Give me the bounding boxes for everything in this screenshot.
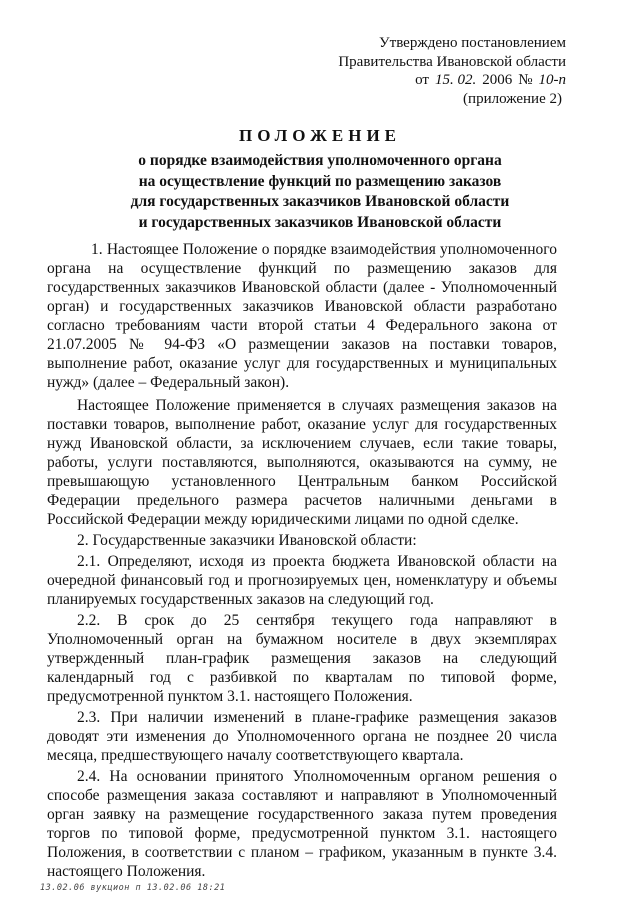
subtitle-line: на осуществление функций по размещению заказов	[138, 172, 502, 190]
approval-year: 2006	[482, 72, 513, 88]
approval-number-sign: №	[518, 72, 533, 88]
approval-date-handwritten: 15. 02.	[434, 72, 477, 88]
document-heading	[60, 125, 580, 233]
paragraph-1: 1. Настоящее Положение о порядке взаимодействия уполномоченного органа на осуществление функций по размещению заказов для государственных заказчиков Ивановской области (далее - Уполномоченный орган) и государственных заказчиков Ивановской области разработано согласно требованиям части второй статьи 4 Федерального закона от 21.07.2005 № 94-ФЗ «О размещении заказов на поставки товаров, выполнение работ, оказание услуг для государственных и муниципальных нужд» (далее – Федеральный закон).	[47, 241, 557, 391]
paragraph-2-1: 2.1. Определяют, исходя из проекта бюджета Ивановской области на очередной финансовый год и прогнозируемых цен, номенклатуру и объемы планируемых государственных заказов на следующий год.	[47, 553, 557, 608]
approval-appendix: (приложение 2)	[463, 90, 562, 107]
approval-date-line	[320, 71, 566, 90]
approval-from-prefix: от	[415, 72, 429, 88]
paragraph-2-4: 2.4. На основании принятого Уполномоченным органом решения о способе размещения заказа составляют и направляют в Уполномоченный орган заявку на размещение государственного заказа путем проведения торгов по типовой форме, предусмотренной пунктом 3.1. настоящего Положения, в соответствии с планом – графиком, указанным в пункте 3.4. настоящего Положения.	[47, 768, 557, 880]
approval-number-handwritten: 10-п	[538, 72, 566, 88]
paragraph-2: 2. Государственные заказчики Ивановской области:	[77, 532, 417, 549]
paragraph-2-2: 2.2. В срок до 25 сентября текущего года направляют в Уполномоченный орган на бумажном носителе в двух экземплярах утвержденный план-график размещения заказов на следующий календарный год с разбивкой по кварталам по типовой форме, предусмотренной пунктом 3.1. настоящего Положения.	[47, 612, 557, 705]
document-title: ПОЛОЖЕНИЕ	[239, 126, 401, 145]
subtitle-line: и государственных заказчиков Ивановской области	[138, 213, 502, 231]
approval-line-2: Правительства Ивановской области	[338, 53, 566, 70]
subtitle-line: о порядке взаимодействия уполномоченного органа	[138, 152, 502, 169]
paragraph-2-3: 2.3. При наличии изменений в плане-графике размещения заказов доводят эти изменения до Уполномоченного органа не позднее 20 числа месяца, предшествующего началу соответствующего квартала.	[47, 709, 557, 764]
fax-footer: 13.02.06 вукцион п 13.02.06 18:21	[40, 883, 226, 893]
approval-block	[320, 34, 566, 108]
subtitle-line: для государственных заказчиков Ивановской области	[130, 193, 510, 210]
document-body	[47, 240, 557, 883]
approval-line-1: Утверждено постановлением	[379, 35, 566, 51]
paragraph-scope: Настоящее Положение применяется в случаях размещения заказов на поставки товаров, выполнение работ, оказание услуг для государственных нужд Ивановской области, за исключением случаев, если такие товары, работы, услуги поставляются, выполняются, оказываются на сумму, не превышающую установленного Центральным банком Российской Федерации предельного размера расчетов наличными деньгами в Российской Федерации между юридическими лицами по одной сделке.	[47, 397, 557, 528]
